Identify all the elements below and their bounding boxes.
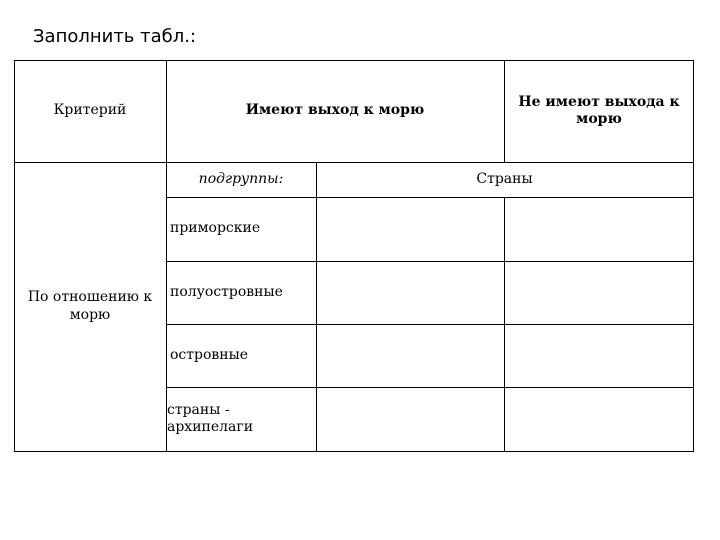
no-sea-value-cell — [505, 325, 693, 387]
subgroup-label: страны - архипелаги — [167, 401, 254, 435]
subgroup-label: островные — [170, 346, 249, 363]
subgroup-label-cell — [170, 261, 314, 324]
sea-value-cell — [317, 198, 504, 261]
subgroup-label-cell — [170, 324, 314, 387]
sea-value-cell — [317, 325, 504, 387]
header-sea-access — [166, 60, 504, 162]
sea-value-cell — [317, 262, 504, 324]
subheader-countries — [316, 162, 693, 197]
no-sea-value-cell — [505, 198, 693, 261]
subheader-subgroups-label: подгруппы: — [198, 170, 284, 187]
sea-value-cell — [317, 388, 504, 451]
header-no-sea-access-label: Не имеют выхода к морю — [518, 93, 680, 127]
page-title: Заполнить табл.: — [33, 26, 197, 47]
subgroup-label: полуостровные — [170, 283, 283, 300]
header-criterion — [14, 60, 166, 162]
row-label-cell — [18, 162, 162, 451]
header-sea-access-label: Имеют выход к морю — [245, 102, 425, 119]
subgroup-label-cell — [167, 387, 315, 451]
no-sea-value-cell — [505, 388, 693, 451]
subheader-subgroups — [166, 162, 316, 197]
header-no-sea-access — [516, 60, 682, 162]
subgroup-label-cell — [170, 197, 314, 261]
subgroup-label: приморские — [170, 220, 261, 237]
row-label: По отношению к морю — [27, 289, 153, 323]
no-sea-value-cell — [505, 262, 693, 324]
subheader-countries-label: Страны — [476, 170, 533, 187]
header-criterion-label: Критерий — [53, 102, 127, 119]
